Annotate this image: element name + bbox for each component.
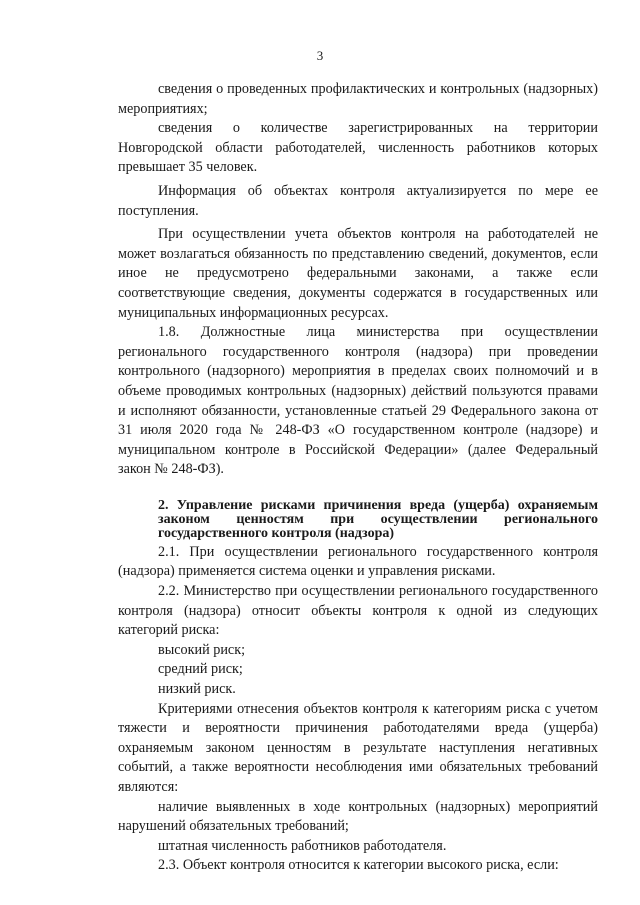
paragraph: 2.1. При осуществлении регионального государственного контроля (надзора) применяется система оценки и управления рисками.	[118, 543, 598, 580]
paragraph: 2.3. Объект контроля относится к категории высокого риска, если:	[158, 857, 559, 874]
paragraph: При осуществлении учета объектов контроля на работодателей не может возлагаться обязанность по представлению сведений, документов, если иное не предусмотрено федеральными законами, а также если соответствующие сведения, документы содержатся в государственных или муниципальных информационных ресурсах.	[118, 226, 598, 321]
paragraph: Информация об объектах контроля актуализируется по мере ее поступления.	[118, 182, 598, 219]
list-item: высокий риск;	[158, 641, 246, 658]
list-item: средний риск;	[158, 661, 243, 678]
paragraph: 1.8. Должностные лица министерства при осуществлении регионального государственного контроля (надзора) при проведении контрольного (надзорного) мероприятия в пределах своих полномочий и в объеме проводимых контрольных (надзорных) действий пользуются правами и исполняют обязанности, установленные статьей 29 Федерального закона от 31 июля 2020 года № 248-ФЗ «О государственном контроле (надзоре) и муниципальном контроле в Российской Федерации» (далее Федеральный закон № 248-ФЗ).	[118, 324, 598, 478]
paragraph: сведения о количестве зарегистрированных на территории Новгородской области работодателей, численность работников которых превышает 35 человек.	[118, 120, 598, 176]
paragraph: 2.2. Министерство при осуществлении регионального государственного контроля (надзора) относит объекты контроля к одной из следующих категорий риска:	[118, 583, 598, 639]
paragraph: штатная численность работников работодателя.	[158, 837, 447, 854]
paragraph: наличие выявленных в ходе контрольных (надзорных) мероприятий нарушений обязательных требований;	[118, 798, 598, 835]
list-item: низкий риск.	[158, 681, 236, 698]
document-body	[118, 80, 598, 876]
paragraph: сведения о проведенных профилактических и контрольных (надзорных) мероприятиях;	[118, 81, 598, 117]
page-number: 3	[316, 48, 324, 63]
paragraph: Критериями отнесения объектов контроля к категориям риска с учетом тяжести и вероятности причинения работодателями вреда (ущерба) охраняемым законом ценностям в результате наступления негативных событий, а также вероятности несоблюдения ими обязательных требований являются:	[118, 700, 598, 795]
section-heading: 2. Управление рисками причинения вреда (ущерба) охраняемым законом ценностям при осуществлении регионального государственного контроля (надзора)	[158, 497, 598, 541]
